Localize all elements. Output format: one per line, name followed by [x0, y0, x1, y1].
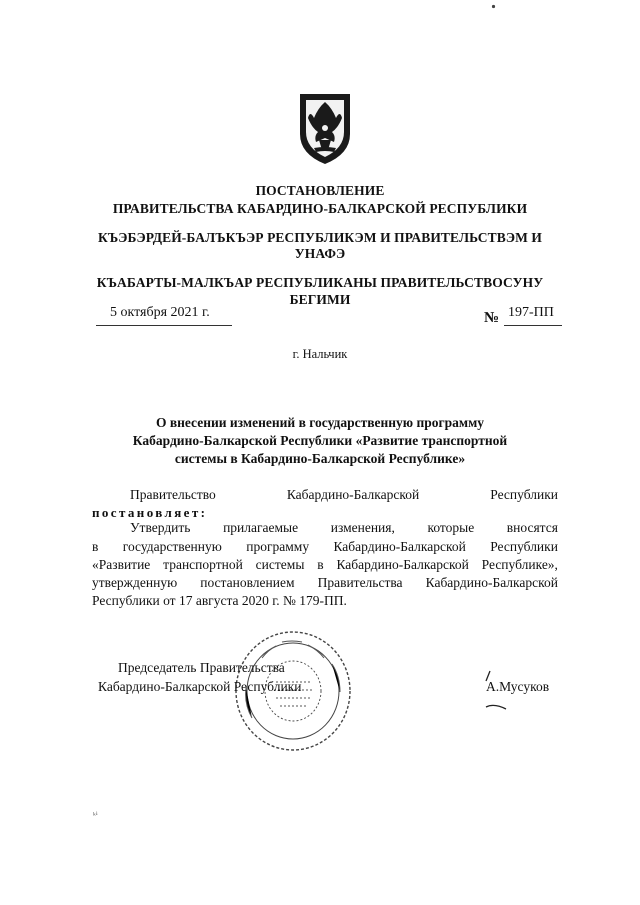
body-word: постановлением [200, 575, 295, 590]
body-word: Утвердить [130, 520, 191, 535]
body-word: в [92, 539, 99, 554]
body-word: Республики [490, 487, 558, 502]
date-underline [96, 325, 232, 326]
body-word: изменения, [330, 520, 395, 535]
government-name-krc-line2: БЕГИМИ [289, 292, 351, 307]
body-word: Республике», [481, 557, 558, 572]
body-word: утвержденную [92, 575, 178, 590]
decree-type: ПОСТАНОВЛЕНИЕ [255, 183, 385, 198]
body-word: «Развитие [92, 557, 151, 572]
body-word: Республики [490, 539, 558, 554]
body-word: Кабардино-Балкарской [286, 487, 420, 502]
decree-date: 5 октября 2021 г. [110, 305, 210, 320]
body-word: которые [427, 520, 475, 535]
scan-speck [491, 4, 496, 9]
signatory-name: А.Мусуков [486, 679, 550, 694]
body-word: Правительство [130, 487, 216, 502]
decree-title-line2: Кабардино-Балкарской Республики «Развитие транспортной [132, 433, 508, 448]
government-name-kbd-line2: УНАФЭ [294, 246, 346, 261]
city-name: г. Нальчик [292, 347, 348, 361]
coat-of-arms-emblem [292, 88, 358, 166]
number-underline [504, 325, 562, 326]
body-line [92, 557, 558, 573]
footer-mark: ᵏⁱ [93, 810, 98, 820]
body-word: вносятся [506, 520, 558, 535]
body-last-line: Республики от 17 августа 2020 г. № 179-ПП. [92, 593, 347, 608]
government-name-krc-line1: КЪАБАРТЫ-МАЛКЪАР РЕСПУБЛИКАНЫ ПРАВИТЕЛЬСТВОСУНУ [96, 275, 544, 290]
body-word: транспортной [163, 557, 243, 572]
signatory-position-line1: Председатель Правительства [118, 660, 285, 675]
government-name-ru: ПРАВИТЕЛЬСТВА КАБАРДИНО-БАЛКАРСКОЙ РЕСПУБЛИКИ [112, 201, 528, 216]
body-line [92, 539, 558, 555]
body-line [130, 520, 558, 536]
body-word: Кабардино-Балкарской [425, 575, 558, 590]
body-word: прилагаемые [223, 520, 299, 535]
body-word: в [317, 557, 324, 572]
decree-title-line1: О внесении изменений в государственную программу [155, 415, 485, 430]
signatory-position-line2: Кабардино-Балкарской Республики [98, 679, 302, 694]
decree-title-line3: системы в Кабардино-Балкарской Республике» [174, 451, 466, 466]
government-name-kbd-line1: КЪЭБЭРДЕЙ-БАЛЪКЪЭР РЕСПУБЛИКЭМ И ПРАВИТЕЛЬСТВЭМ И [97, 230, 543, 245]
body-word: программу [246, 539, 310, 554]
decree-number: 197-ПП [508, 305, 554, 320]
body-intro-line [130, 487, 558, 503]
body-word: системы [255, 557, 305, 572]
body-word: Кабардино-Балкарской [333, 539, 466, 554]
number-sign: № [484, 310, 500, 326]
body-word: Правительства [317, 575, 403, 590]
resolves-word: постановляет: [92, 505, 208, 520]
body-word: Кабардино-Балкарской [336, 557, 469, 572]
body-line [92, 575, 558, 591]
body-word: государственную [122, 539, 222, 554]
